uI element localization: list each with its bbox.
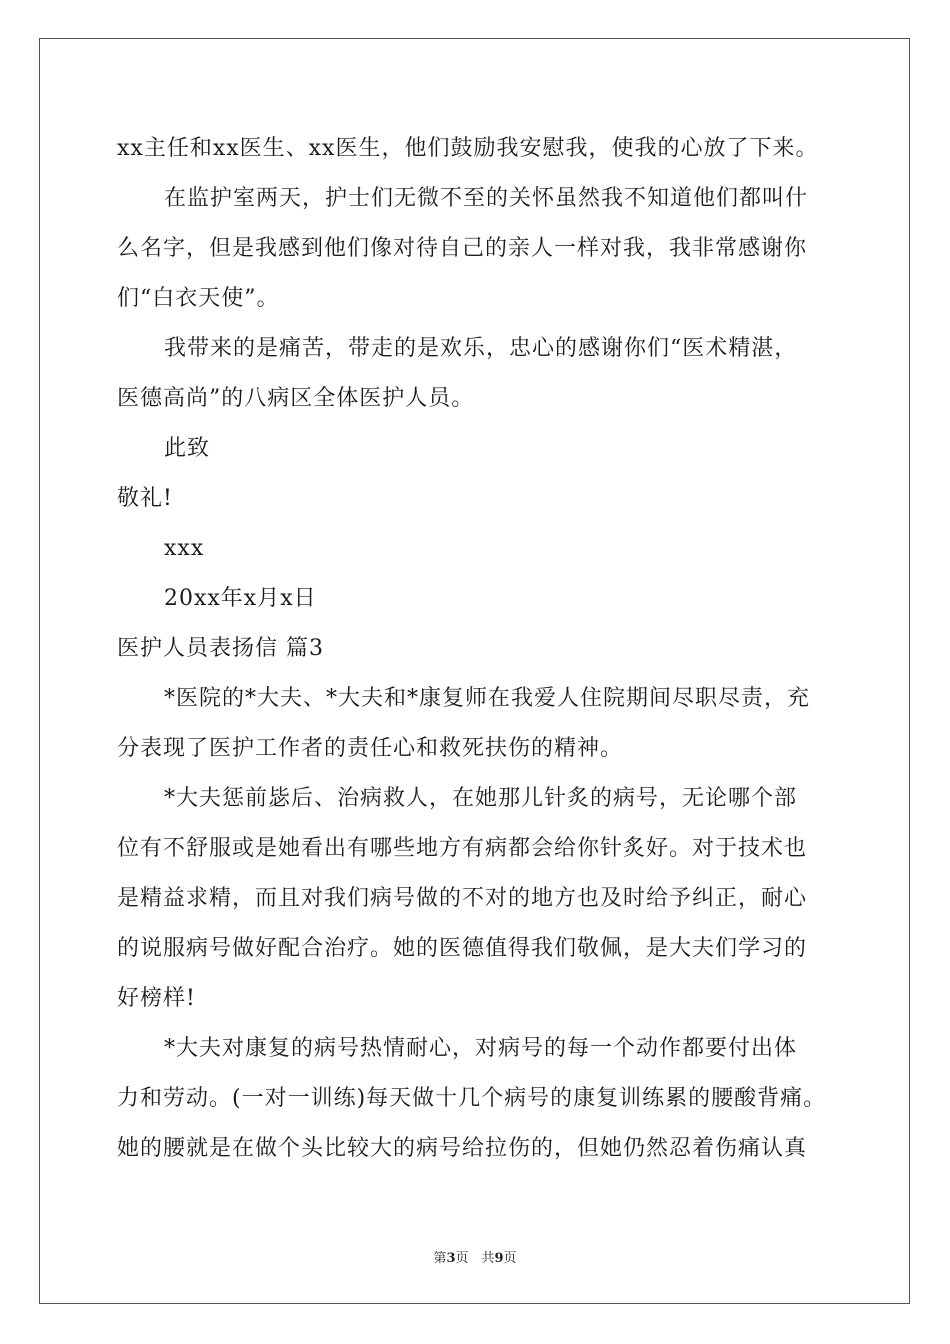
body-line-14: *大夫对康复的病号热情耐心，对病号的每一个动作都要付出体	[164, 1036, 798, 1061]
footer-mid: 页 共	[455, 1251, 495, 1266]
signature: xxx	[164, 536, 205, 561]
closing-salutation: 此致	[164, 436, 211, 461]
footer-prefix: 第	[433, 1251, 447, 1266]
body-line-11: 是精益求精，而且对我们病号做的不对的地方也及时给予纠正，耐心	[117, 886, 808, 911]
body-line-4: 们“白衣天使”。	[117, 286, 280, 311]
footer-suffix: 页	[503, 1251, 517, 1266]
body-line-2: 在监护室两天，护士们无微不至的关怀虽然我不知道他们都叫什	[164, 186, 809, 211]
body-line-7: *医院的*大夫、*大夫和*康复师在我爱人住院期间尽职尽责，充	[164, 686, 811, 711]
body-line-3: 么名字，但是我感到他们像对待自己的亲人一样对我，我非常感谢你	[117, 236, 808, 261]
section-heading: 医护人员表扬信 篇3	[117, 636, 324, 661]
closing-respect: 敬礼!	[117, 486, 173, 511]
page-footer	[0, 1247, 950, 1266]
body-line-13: 好榜样!	[117, 986, 196, 1011]
body-line-16: 她的腰就是在做个头比较大的病号给拉伤的，但她仍然忍着伤痛认真	[117, 1136, 808, 1161]
date-line: 20xx年x月x日	[164, 586, 317, 611]
page-border	[39, 38, 910, 1304]
body-line-10: 位有不舒服或是她看出有哪些地方有病都会给你针炙好。对于技术也	[117, 836, 808, 861]
body-line-9: *大夫惩前毖后、治病救人，在她那儿针炙的病号，无论哪个部	[164, 786, 798, 811]
body-line-1: xx主任和xx医生、xx医生，他们鼓励我安慰我，使我的心放了下来。	[117, 136, 819, 161]
body-line-6: 医德高尚”的八病区全体医护人员。	[117, 386, 475, 411]
body-line-12: 的说服病号做好配合治疗。她的医德值得我们敬佩，是大夫们学习的	[117, 936, 808, 961]
body-line-5: 我带来的是痛苦，带走的是欢乐，忠心的感谢你们“医术精湛，	[164, 336, 798, 361]
footer-total-pages: 9	[494, 1251, 504, 1266]
body-line-8: 分表现了医护工作者的责任心和救死扶伤的精神。	[117, 736, 624, 761]
footer-page-number: 3	[446, 1251, 456, 1266]
body-line-15: 力和劳动。(一对一训练)每天做十几个病号的康复训练累的腰酸背痛。	[117, 1086, 827, 1111]
